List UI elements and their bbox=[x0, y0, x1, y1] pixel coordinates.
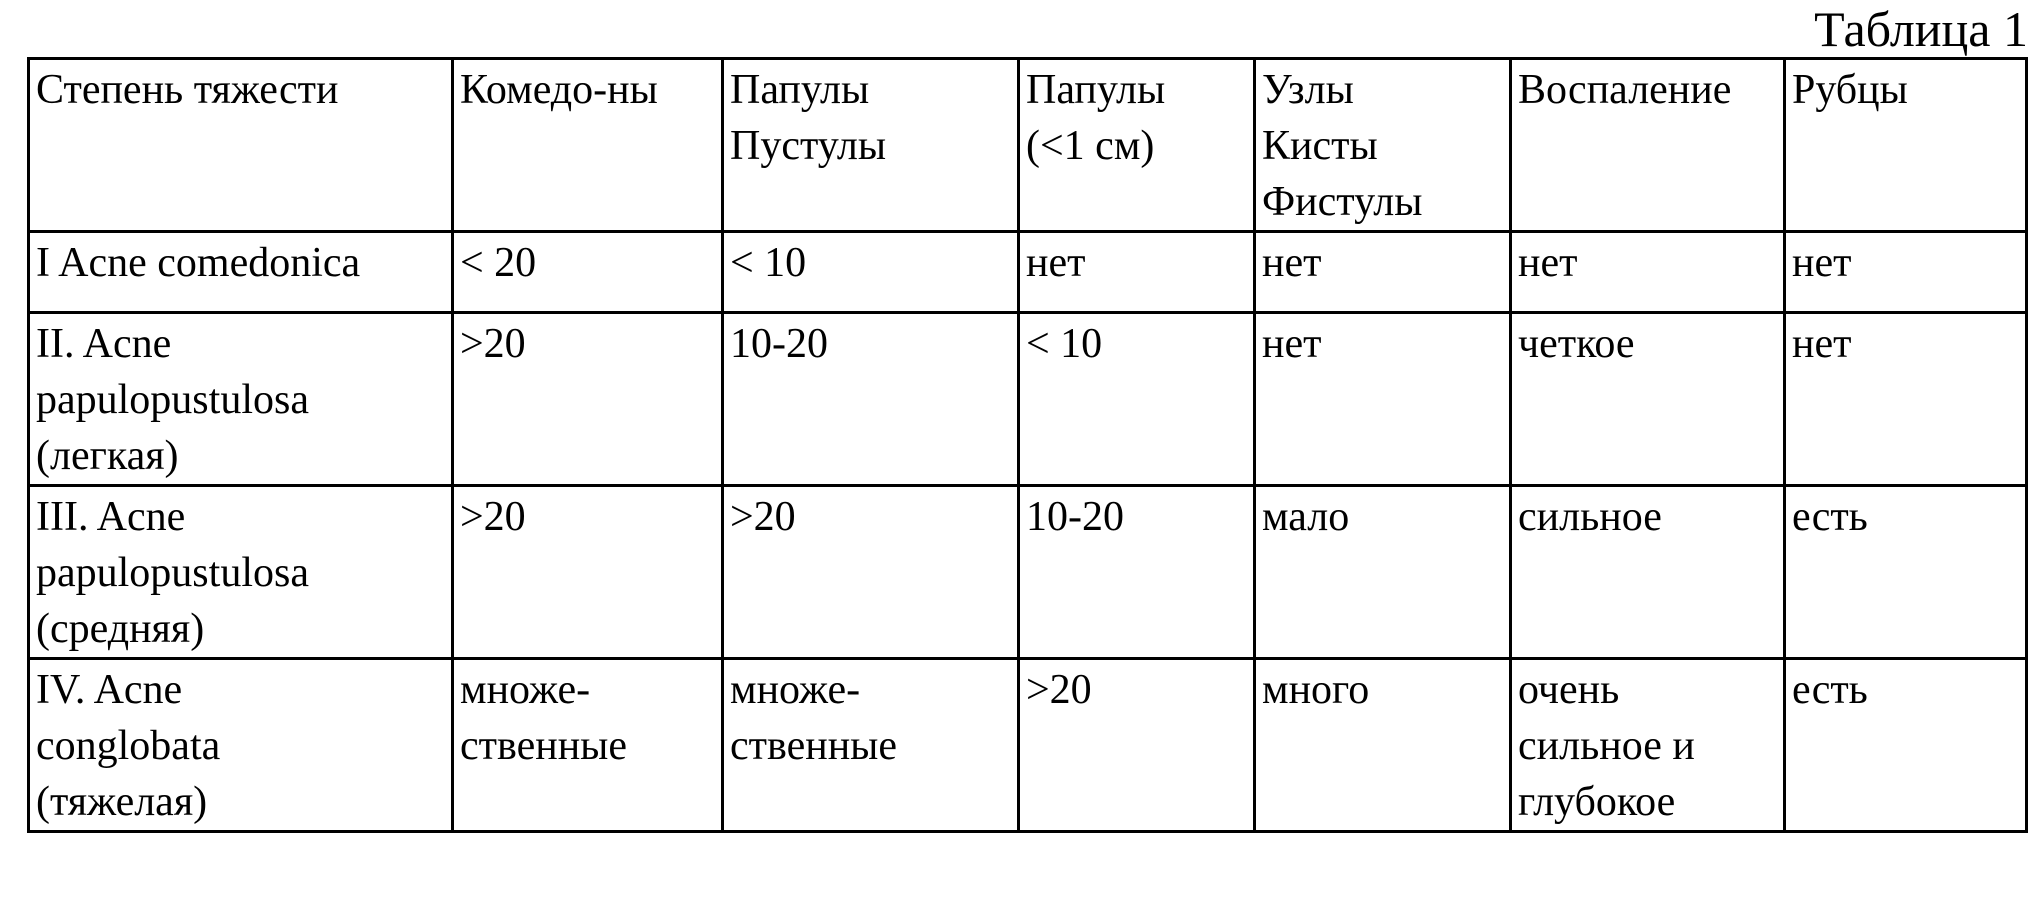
header-cell-text: Степень тяжести bbox=[36, 67, 339, 113]
row-cell-comedones bbox=[453, 486, 723, 659]
row-cell-text: нет bbox=[1518, 240, 1578, 286]
row-cell-text: глубокое bbox=[1518, 779, 1676, 825]
row-cell-text: >20 bbox=[730, 494, 796, 540]
header-cell-papules-small bbox=[1019, 59, 1255, 232]
row-cell-nodules-cysts-fistulas bbox=[1255, 313, 1511, 486]
table-header-row bbox=[29, 59, 2027, 232]
row-cell-papules-pustules bbox=[723, 232, 1019, 313]
row-cell-text: < 10 bbox=[1026, 321, 1103, 367]
table-row bbox=[29, 313, 2027, 486]
header-cell-text: Кисты bbox=[1262, 123, 1378, 169]
row-cell-text: >20 bbox=[460, 321, 526, 367]
row-cell-text: очень bbox=[1518, 667, 1620, 713]
header-cell-text: (<1 см) bbox=[1026, 123, 1155, 169]
row-cell-text: 10-20 bbox=[1026, 494, 1124, 540]
row-cell-text: conglobata bbox=[36, 723, 221, 769]
row-cell-papules-small bbox=[1019, 659, 1255, 832]
row-cell-text: множе- bbox=[730, 667, 861, 713]
row-cell-text: четкое bbox=[1518, 321, 1635, 367]
header-cell-text: Фистулы bbox=[1262, 179, 1423, 225]
row-cell-text: нет bbox=[1792, 240, 1852, 286]
header-cell-text: Рубцы bbox=[1792, 67, 1908, 113]
row-cell-text: >20 bbox=[1026, 667, 1092, 713]
row-cell-severity bbox=[29, 313, 453, 486]
row-cell-inflammation bbox=[1511, 313, 1785, 486]
header-cell-text: Комедо-ны bbox=[460, 67, 658, 113]
row-cell-text: есть bbox=[1792, 494, 1868, 540]
row-cell-nodules-cysts-fistulas bbox=[1255, 232, 1511, 313]
row-cell-text: мало bbox=[1262, 494, 1350, 540]
row-cell-text: papulopustulosa bbox=[36, 377, 309, 423]
header-cell-comedones bbox=[453, 59, 723, 232]
row-cell-comedones bbox=[453, 659, 723, 832]
row-cell-text: < 10 bbox=[730, 240, 807, 286]
row-cell-text: ственные bbox=[730, 723, 898, 769]
row-cell-text: ственные bbox=[460, 723, 628, 769]
row-cell-text: >20 bbox=[460, 494, 526, 540]
header-cell-text: Папулы bbox=[730, 67, 870, 113]
row-cell-text: I Acne comedonica bbox=[36, 240, 361, 286]
row-cell-scars bbox=[1785, 486, 2027, 659]
row-cell-severity bbox=[29, 486, 453, 659]
header-cell-papules-pustules bbox=[723, 59, 1019, 232]
table-title: Таблица 1 bbox=[1814, 1, 2028, 57]
row-cell-text: сильное bbox=[1518, 494, 1662, 540]
row-cell-papules-pustules bbox=[723, 659, 1019, 832]
table-row bbox=[29, 232, 2027, 313]
row-cell-papules-pustules bbox=[723, 486, 1019, 659]
row-cell-text: (легкая) bbox=[36, 433, 179, 479]
header-cell-scars bbox=[1785, 59, 2027, 232]
row-cell-text: нет bbox=[1262, 240, 1322, 286]
row-cell-inflammation bbox=[1511, 486, 1785, 659]
table-row bbox=[29, 486, 2027, 659]
header-cell-text: Пустулы bbox=[730, 123, 887, 169]
row-cell-text: много bbox=[1262, 667, 1370, 713]
row-cell-text: IV. Acne bbox=[36, 667, 183, 713]
row-cell-text: сильное и bbox=[1518, 723, 1695, 769]
row-cell-comedones bbox=[453, 313, 723, 486]
header-cell-text: Узлы bbox=[1262, 67, 1354, 113]
row-cell-text: нет bbox=[1026, 240, 1086, 286]
header-cell-text: Воспаление bbox=[1518, 67, 1732, 113]
header-cell-inflammation bbox=[1511, 59, 1785, 232]
acne-severity-table bbox=[27, 57, 2028, 833]
row-cell-text: (средняя) bbox=[36, 606, 205, 652]
row-cell-text: (тяжелая) bbox=[36, 779, 208, 825]
row-cell-text: papulopustulosa bbox=[36, 550, 309, 596]
row-cell-text: есть bbox=[1792, 667, 1868, 713]
row-cell-papules-small bbox=[1019, 486, 1255, 659]
row-cell-text: III. Acne bbox=[36, 494, 186, 540]
row-cell-severity bbox=[29, 659, 453, 832]
row-cell-inflammation bbox=[1511, 232, 1785, 313]
table-row bbox=[29, 659, 2027, 832]
row-cell-inflammation bbox=[1511, 659, 1785, 832]
row-cell-papules-small bbox=[1019, 313, 1255, 486]
row-cell-text: 10-20 bbox=[730, 321, 828, 367]
row-cell-nodules-cysts-fistulas bbox=[1255, 659, 1511, 832]
row-cell-severity bbox=[29, 232, 453, 313]
row-cell-papules-small bbox=[1019, 232, 1255, 313]
row-cell-text: II. Acne bbox=[36, 321, 172, 367]
row-cell-comedones bbox=[453, 232, 723, 313]
row-cell-nodules-cysts-fistulas bbox=[1255, 486, 1511, 659]
row-cell-scars bbox=[1785, 232, 2027, 313]
row-cell-papules-pustules bbox=[723, 313, 1019, 486]
row-cell-text: нет bbox=[1262, 321, 1322, 367]
header-cell-nodules-cysts-fistulas bbox=[1255, 59, 1511, 232]
row-cell-text: < 20 bbox=[460, 240, 537, 286]
row-cell-scars bbox=[1785, 659, 2027, 832]
row-cell-text: множе- bbox=[460, 667, 591, 713]
header-cell-text: Папулы bbox=[1026, 67, 1166, 113]
row-cell-scars bbox=[1785, 313, 2027, 486]
row-cell-text: нет bbox=[1792, 321, 1852, 367]
header-cell-severity bbox=[29, 59, 453, 232]
